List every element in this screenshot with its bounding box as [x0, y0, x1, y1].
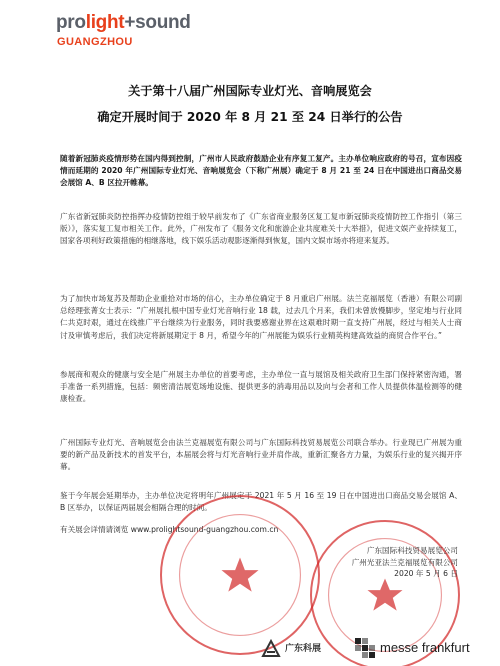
- signature-block: [348, 545, 458, 580]
- logo-sound: sound: [135, 12, 191, 33]
- logo-city: GUANGZHOU: [57, 36, 133, 48]
- paragraph-quote: 为了加快市场复苏及帮助企业重拾对市场的信心，主办单位确定于 8 月重启广州展。法兰克福展览（香港）有限公司副总经理张菁女士表示：“广州展扎根中国专业灯光音响行业 18 载，过去几个月来，我们未曾放慢脚步，坚定地与行业同仁共克时艰，通过在线推广平台继续为行业服务，同时我要感谢业界在这艰难时期一直支持广州展，经过与相关人士商讨及审慎考虑后，我们决定将新展期定于 8 月，希望今年的广州展能为娱乐行业精英构建高效益的商贸合作平台。”: [60, 294, 462, 340]
- messe-frankfurt-mark-icon: [354, 637, 376, 659]
- footer-logos: [0, 634, 500, 664]
- paragraph-policy: 广东省新冠肺炎防控指挥办疫情防控组于较早前发布了《广东省商业服务区复工复市新冠肺炎疫情防控工作指引（第三版）》，落实复工复市相关工作。此外，广州发布了《服务文化和旅游企业共度难关十大举措》，促进文娱产业持续复工，国家各项利好政策措施的相继落地，线下娱乐活动观影逐渐得到恢复，国内文娱市场亦将迎来复苏。: [60, 212, 462, 246]
- paragraph-health: 参展商和观众的健康与安全是广州展主办单位的首要考虑，主办单位一直与展馆及相关政府卫生部门保持紧密沟通，署手准备一系列措施，包括：频密清洁展览场地设施、提供更多的消毒用品以及向与会者和工作人员提供体温检测等的健康检查。: [60, 370, 462, 404]
- signer-line2: 广州光亚法兰克福展览有限公司: [351, 557, 458, 567]
- paragraph-intro: 随着新冠肺炎疫情形势在国内得到控制，广州市人民政府鼓励企业有序复工复产。主办单位响应政府的号召，宣布因疫情而延期的 2020 年广州国际专业灯光、音响展览会（下称广州展）确定于 8 月 21 至 24 日在中国进出口商品交易会展馆 A、B 区拉开帷幕。: [60, 154, 462, 188]
- document-title-line1: 关于第十八届广州国际专业灯光、音响展览会: [128, 84, 372, 98]
- official-seal-left: [160, 495, 320, 655]
- paragraph-next-edition: 鉴于今年展会延期举办，主办单位决定将明年广州展定于 2021 年 5 月 16 至 19 日在中国进出口商品交易会展馆 A、B 区举办，以保证两届展会相隔合理的时间。: [60, 491, 462, 513]
- logo-wordmark: [56, 12, 191, 34]
- messe-frankfurt-logo: [354, 637, 494, 661]
- partner-logo-text: 广东科展: [285, 644, 322, 654]
- prolight-sound-logo: [56, 12, 206, 58]
- paragraph-website: 有关展会详情请浏览 www.prolightsound-guangzhou.com.cn: [60, 525, 279, 534]
- signer-date: 2020 年 5 月 6 日: [394, 569, 458, 578]
- logo-light: light: [85, 12, 125, 33]
- document-title-line2: 确定开展时间于 2020 年 8 月 21 至 24 日举行的公告: [97, 110, 403, 124]
- signer-line1: 广东国际科技贸易展览公司: [366, 546, 458, 555]
- seal-left-graphic: [162, 497, 318, 653]
- logo-plus: +: [124, 12, 136, 33]
- partner-logo-icon: [260, 638, 282, 660]
- messe-frankfurt-text: messe frankfurt: [380, 640, 470, 655]
- logo-pro: pro: [56, 12, 86, 33]
- partner-logo: [260, 636, 350, 662]
- paragraph-organizers: 广州国际专业灯光、音响展览会由法兰克福展览有限公司与广东国际科技贸易展览公司联合举办。行业现已广州展为重要的新产品及新技术的首发平台，本届展会将与灯光音响行业并肩作战，重新汇聚各方力量，为娱乐行业的复兴揭开序幕。: [60, 438, 462, 472]
